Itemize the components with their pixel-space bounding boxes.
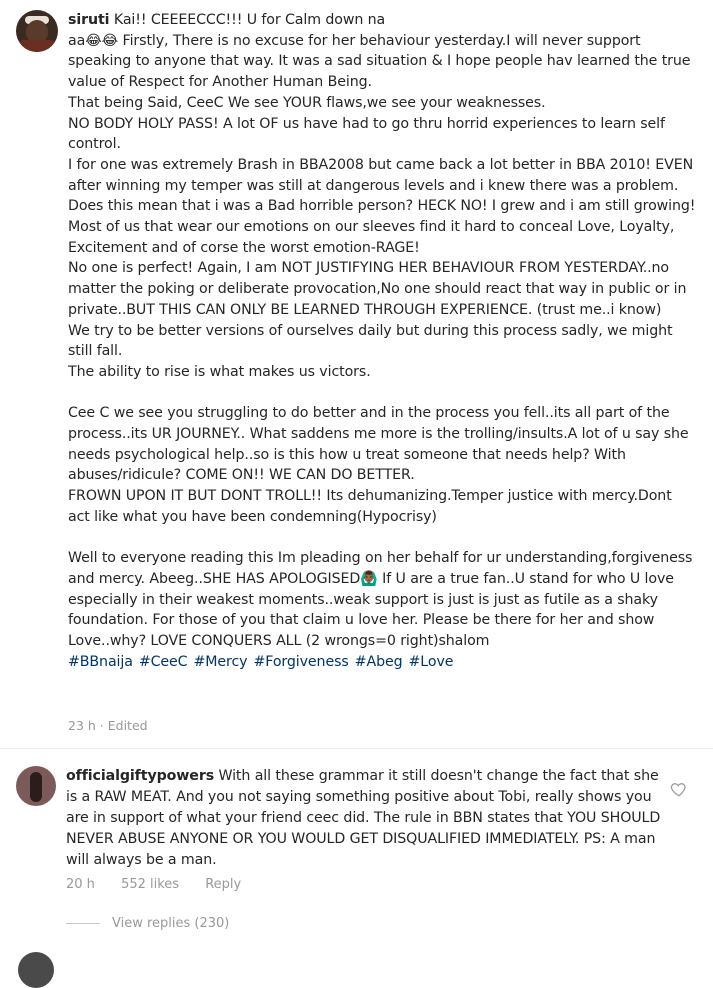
likes-count[interactable]: 552 likes <box>121 877 180 892</box>
view-replies-label: View replies (230) <box>112 916 230 931</box>
post-body: Kai!! CEEEECCC!!! U for Calm down na aa😂😂 Firstly, There is no excuse for her behaviour yesterday.I will never support speaking to anyone that way. It was a sad situation & I hope people hav learned the true value of Respect for Another Human Being. That being Said, CeeC We see YOUR flaws,we see your weaknesses. NO BODY HOLY PASS! A lot OF us have had to go thru horrid experiences to learn self control. I for one was extremely Brash in BBA2008 but came back a lot better in BBA 2010! EVEN after winning my temper was still at dangerous levels and i knew there was a problem. Does this mean that i was a Bad horrible person? HECK NO! I grew and i am still growing! Most of us that wear our emotions on our sleeves find it hard to conceal Love, Loyalty, Excitement and of corse the worst emotion-RAGE! No one is perfect! Again, I am NOT JUSTIFYING HER BEHAVIOUR FROM YESTERDAY..no matter the poking or deliberate provocation,No one should react that way in public or in private..BUT THIS CAN ONLY BE LEARNED THROUGH EXPERIENCE. (trust me..i know) We try to be better versions of ourselves daily but during this process sadly, we might still fall. The ability to rise is what makes us victors. Cee C we see you struggling to do better and in the process you fell..its all part of the process..its UR JOURNEY.. What saddens me more is the trolling/insults.A lot of u say she needs psychological help..so is this how u treat someone that needs help? With abuses/ridicule? COME ON!! WE CAN DO BETTER. FROWN UPON IT BUT DONT TROLL!! Its dehumanizing.Temper justice with mercy.Dont act like what you have been condemning(Hypocrisy) Well to everyone reading this Im pleading on her behalf for ur understanding,forgiveness and mercy. Abeeg..SHE HAS APOLOGISED🙆🏾‍♂️ If U are a true fan..U stand for who U love especially in their weakest moments..weak support is just is just as futile as a shaky foundation. For those of you that claim u love her. Please be there for her and show Love..why? LOVE CONQUERS ALL (2 wrongs=0 right)shalom <box>68 12 696 650</box>
hashtag-list <box>68 654 459 670</box>
reply-meta <box>66 877 263 892</box>
hashtag-link[interactable]: #Love <box>408 653 454 670</box>
reply-avatar[interactable] <box>16 766 56 806</box>
reply-body: With all these grammar it still doesn't change the fact that she is a RAW MEAT. And you not saying something positive about Tobi, really shows you are in support of what your friend ceec did. The rule in BBN states that YOU SHOULD NEVER ABUSE ANYONE OR YOU WOULD GET DISQUALIFIED IMMEDIATELY. PS: A man will always be a man. <box>66 768 665 868</box>
reply-username[interactable]: officialgiftypowers <box>66 768 215 784</box>
heart-outline-icon[interactable] <box>670 780 688 798</box>
next-comment-avatar[interactable] <box>18 952 54 988</box>
post-username[interactable]: siruti <box>68 12 110 28</box>
reply-comment <box>66 766 666 871</box>
hashtag-link[interactable]: #Forgiveness <box>253 653 349 670</box>
hashtag-link[interactable]: #BBnaija <box>68 653 133 670</box>
heart-outline-svg <box>670 780 688 798</box>
post-time[interactable]: 23 h <box>68 718 96 733</box>
view-replies-line <box>66 923 100 924</box>
post-caption <box>68 10 696 673</box>
reply-time[interactable]: 20 h <box>66 877 95 892</box>
avatar-shirt-shape <box>18 40 56 52</box>
hashtag-link[interactable]: #CeeC <box>138 653 188 670</box>
post-meta: 23 h · Edited <box>68 718 148 733</box>
avatar-figure-shape <box>30 772 42 802</box>
view-replies-button[interactable] <box>66 916 229 931</box>
reply-button[interactable]: Reply <box>205 877 242 892</box>
edited-label: Edited <box>107 718 148 733</box>
hashtag-link[interactable]: #Abeg <box>354 653 403 670</box>
hashtag-link[interactable]: #Mercy <box>193 653 248 670</box>
avatar[interactable] <box>16 10 58 52</box>
divider <box>0 748 713 749</box>
